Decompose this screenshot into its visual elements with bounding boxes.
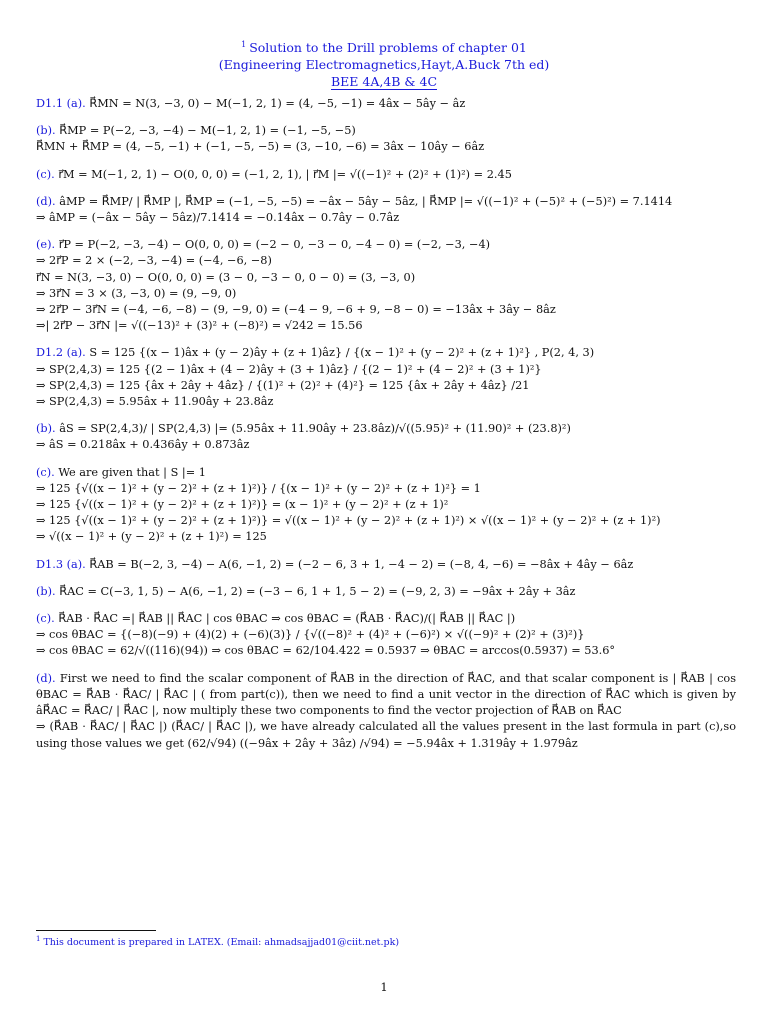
equation-line bbox=[36, 421, 736, 437]
drill-block bbox=[36, 421, 736, 453]
equation-line bbox=[36, 270, 736, 286]
footnote bbox=[36, 935, 399, 948]
drill-label: (b). bbox=[36, 584, 56, 598]
header-subtitle: (Engineering Electromagnetics,Hayt,A.Buck 7th ed) bbox=[218, 57, 550, 73]
equation-text: r⃗P = P(−2, −3, −4) − O(0, 0, 0) = (−2 − 0, −3 − 0, −4 − 0) = (−2, −3, −4) bbox=[58, 238, 491, 252]
equation-line bbox=[36, 378, 736, 394]
footnote-mark: 1 bbox=[241, 40, 247, 49]
equation-line bbox=[36, 286, 736, 302]
equation-line bbox=[36, 513, 736, 529]
equation-line bbox=[36, 627, 736, 643]
projection-result: ⇒ (R⃗AB · R⃗AC/ | R⃗AC |) (R⃗AC/ | R⃗AC |), we have already calculated all the values present in the last formula in part (c),so using those values we get (62/√94) ((−9âx + 2ây + 3âz) /√94) = −5.94âx + 1.319ây + 1.979âz bbox=[36, 720, 736, 750]
footnote-divider bbox=[36, 930, 156, 931]
header-title: $^1$ Solution to the Drill problems of chapter 01 bbox=[241, 40, 527, 56]
drill-block bbox=[36, 557, 736, 573]
drill-label: (d). bbox=[36, 194, 56, 208]
equation-text: âMP = R⃗MP/ | R⃗MP |, R⃗MP = (−1, −5, −5) = −âx − 5ây − 5âz, | R⃗MP |= √((−1)² + (−5)² + (−5)²) = 7.1414 bbox=[59, 194, 673, 208]
header-course: BEE 4A,4B & 4C bbox=[330, 74, 438, 90]
drill-label: (d). bbox=[36, 671, 56, 685]
equation-line bbox=[36, 253, 736, 269]
equation-text: ⇒ âS = 0.218âx + 0.436ây + 0.873âz bbox=[36, 438, 250, 452]
equation-text: ⇒ √((x − 1)² + (y − 2)² + (z + 1)²) = 125 bbox=[36, 530, 267, 544]
equation-line bbox=[36, 302, 736, 318]
equation-text: ⇒ 2r⃗P = 2 × (−2, −3, −4) = (−4, −6, −8) bbox=[36, 254, 272, 268]
equation-text: We are given that | S |= 1 bbox=[58, 465, 206, 479]
equation-line bbox=[36, 497, 736, 513]
equation-text: R⃗AB · R⃗AC =| R⃗AB || R⃗AC | cos θBAC ⇒ cos θBAC = (R⃗AB · R⃗AC)/(| R⃗AB || R⃗AC |) bbox=[58, 612, 516, 626]
equation-line bbox=[36, 123, 736, 139]
footnote-mark: 1 bbox=[36, 935, 41, 943]
drill-block bbox=[36, 96, 736, 112]
document-header bbox=[0, 36, 768, 90]
drill-block bbox=[36, 237, 736, 334]
equation-line bbox=[36, 345, 736, 361]
drill-block bbox=[36, 345, 736, 410]
equation-line bbox=[36, 465, 736, 481]
drill-label: (c). bbox=[36, 465, 55, 479]
drill-label: (b). bbox=[36, 124, 56, 138]
equation-line bbox=[36, 96, 736, 112]
equation-text: ⇒| 2r⃗P − 3r⃗N |= √((−13)² + (3)² + (−8)²) = √242 = 15.56 bbox=[36, 319, 363, 333]
drill-label: D1.1 (a). bbox=[36, 97, 86, 110]
equation-line bbox=[36, 437, 736, 453]
equation-text: R⃗MN + R⃗MP = (4, −5, −1) + (−1, −5, −5) = (3, −10, −6) = 3âx − 10ây − 6âz bbox=[36, 140, 485, 154]
equation-text: R⃗AC = C(−3, 1, 5) − A(6, −1, 2) = (−3 − 6, 1 + 1, 5 − 2) = (−9, 2, 3) = −9âx + 2ây + 3âz bbox=[59, 584, 576, 598]
equation-text: R⃗MP = P(−2, −3, −4) − M(−1, 2, 1) = (−1, −5, −5) bbox=[59, 124, 356, 138]
equation-text: ⇒ 125 {√((x − 1)² + (y − 2)² + (z + 1)²)} / {(x − 1)² + (y − 2)² + (z + 1)²} = 1 bbox=[36, 481, 481, 495]
equation-line bbox=[36, 643, 736, 659]
equation-line bbox=[36, 194, 736, 210]
drill-label: D1.3 (a). bbox=[36, 557, 86, 571]
explanation-paragraph bbox=[36, 671, 736, 720]
equation-text: ⇒ SP(2,4,3) = 5.95âx + 11.90ây + 23.8âz bbox=[36, 395, 274, 409]
drill-block bbox=[36, 611, 736, 660]
equation-line bbox=[36, 481, 736, 497]
drill-label: (c). bbox=[36, 167, 55, 181]
equation-text: r⃗N = N(3, −3, 0) − O(0, 0, 0) = (3 − 0, −3 − 0, 0 − 0) = (3, −3, 0) bbox=[36, 270, 416, 284]
equation-line bbox=[36, 237, 736, 253]
equation-text: ⇒ SP(2,4,3) = 125 {âx + 2ây + 4âz} / {(1)² + (2)² + (4)²} = 125 {âx + 2ây + 4âz} /21 bbox=[36, 378, 530, 392]
drill-block bbox=[36, 123, 736, 155]
equation-line bbox=[36, 611, 736, 627]
equation-line bbox=[36, 318, 736, 334]
equation-text: âS = SP(2,4,3)/ | SP(2,4,3) |= (5.95âx + 11.90ây + 23.8âz)/√((5.95)² + (11.90)² + (23.8)²) bbox=[59, 422, 571, 436]
equation-text: R⃗MN = N(3, −3, 0) − M(−1, 2, 1) = (4, −5, −1) = 4âx − 5ây − âz bbox=[89, 97, 466, 110]
equation-text: ⇒ 3r⃗N = 3 × (3, −3, 0) = (9, −9, 0) bbox=[36, 286, 237, 300]
drill-block bbox=[36, 465, 736, 546]
equation-line bbox=[36, 210, 736, 226]
drill-block bbox=[36, 584, 736, 600]
equation-line bbox=[36, 584, 736, 600]
equation-line bbox=[36, 557, 736, 573]
equation-text: ⇒ 125 {√((x − 1)² + (y − 2)² + (z + 1)²)} = (x − 1)² + (y − 2)² + (z + 1)² bbox=[36, 498, 449, 512]
equation-text: r⃗M = M(−1, 2, 1) − O(0, 0, 0) = (−1, 2, 1), | r⃗M |= √((−1)² + (2)² + (1)²) = 2.45 bbox=[58, 167, 512, 181]
drill-label: (e). bbox=[36, 238, 56, 252]
drill-label: D1.2 (a). bbox=[36, 346, 86, 360]
equation-line bbox=[36, 139, 736, 155]
drill-solutions bbox=[36, 96, 736, 763]
equation-text: ⇒ 125 {√((x − 1)² + (y − 2)² + (z + 1)²)} = √((x − 1)² + (y − 2)² + (z + 1)²) × √((x − 1)² + (y − 2)² + (z + 1)²) bbox=[36, 514, 661, 528]
drill-label: (c). bbox=[36, 612, 55, 626]
equation-text: ⇒ âMP = (−âx − 5ây − 5âz)/7.1414 = −0.14âx − 0.7ây − 0.7âz bbox=[36, 211, 400, 225]
equation-text: ⇒ cos θBAC = 62/√((116)(94)) ⇒ cos θBAC = 62/104.422 = 0.5937 ⇒ θBAC = arccos(0.5937) = 53.6° bbox=[36, 644, 616, 658]
equation-line bbox=[36, 167, 736, 183]
equation-text: S = 125 {(x − 1)âx + (y − 2)ây + (z + 1)âz} / {(x − 1)² + (y − 2)² + (z + 1)²} , P(2, 4, 3) bbox=[89, 346, 595, 360]
equation-text: ⇒ cos θBAC = {(−8)(−9) + (4)(2) + (−6)(3)} / {√((−8)² + (4)² + (−6)²) × √((−9)² + (2)² + (3)²)} bbox=[36, 628, 585, 642]
footnote-text: This document is prepared in LATEX. (Email: ahmadsajjad01@ciit.net.pk) bbox=[43, 937, 400, 949]
paragraph-text: First we need to find the scalar component of R⃗AB in the direction of R⃗AC, and that scalar component is | R⃗AB | cos θBAC = R⃗AB · R⃗AC/ | R⃗AC | ( from part(c)), then we need to find a unit vector in the direction of R⃗AC which is given by âR⃗AC = R⃗AC/ | R⃗AC |, now multiply these two components to find the vector projection of R⃗AB on R⃗AC bbox=[36, 671, 737, 718]
equation-line bbox=[36, 394, 736, 410]
page-number: 1 bbox=[380, 980, 388, 994]
equation-line bbox=[36, 362, 736, 378]
equation-line bbox=[36, 529, 736, 545]
drill-label: (b). bbox=[36, 422, 56, 436]
drill-block bbox=[36, 671, 736, 752]
equation-text: ⇒ 2r⃗P − 3r⃗N = (−4, −6, −8) − (9, −9, 0) = (−4 − 9, −6 + 9, −8 − 0) = −13âx + 3ây − 8âz bbox=[36, 303, 556, 317]
drill-block bbox=[36, 194, 736, 226]
equation-text: R⃗AB = B(−2, 3, −4) − A(6, −1, 2) = (−2 − 6, 3 + 1, −4 − 2) = (−8, 4, −6) = −8âx + 4ây − 6âz bbox=[89, 557, 634, 571]
equation-text: ⇒ SP(2,4,3) = 125 {(2 − 1)âx + (4 − 2)ây + (3 + 1)âz} / {(2 − 1)² + (4 − 2)² + (3 + 1)²} bbox=[36, 362, 542, 376]
drill-block bbox=[36, 167, 736, 183]
